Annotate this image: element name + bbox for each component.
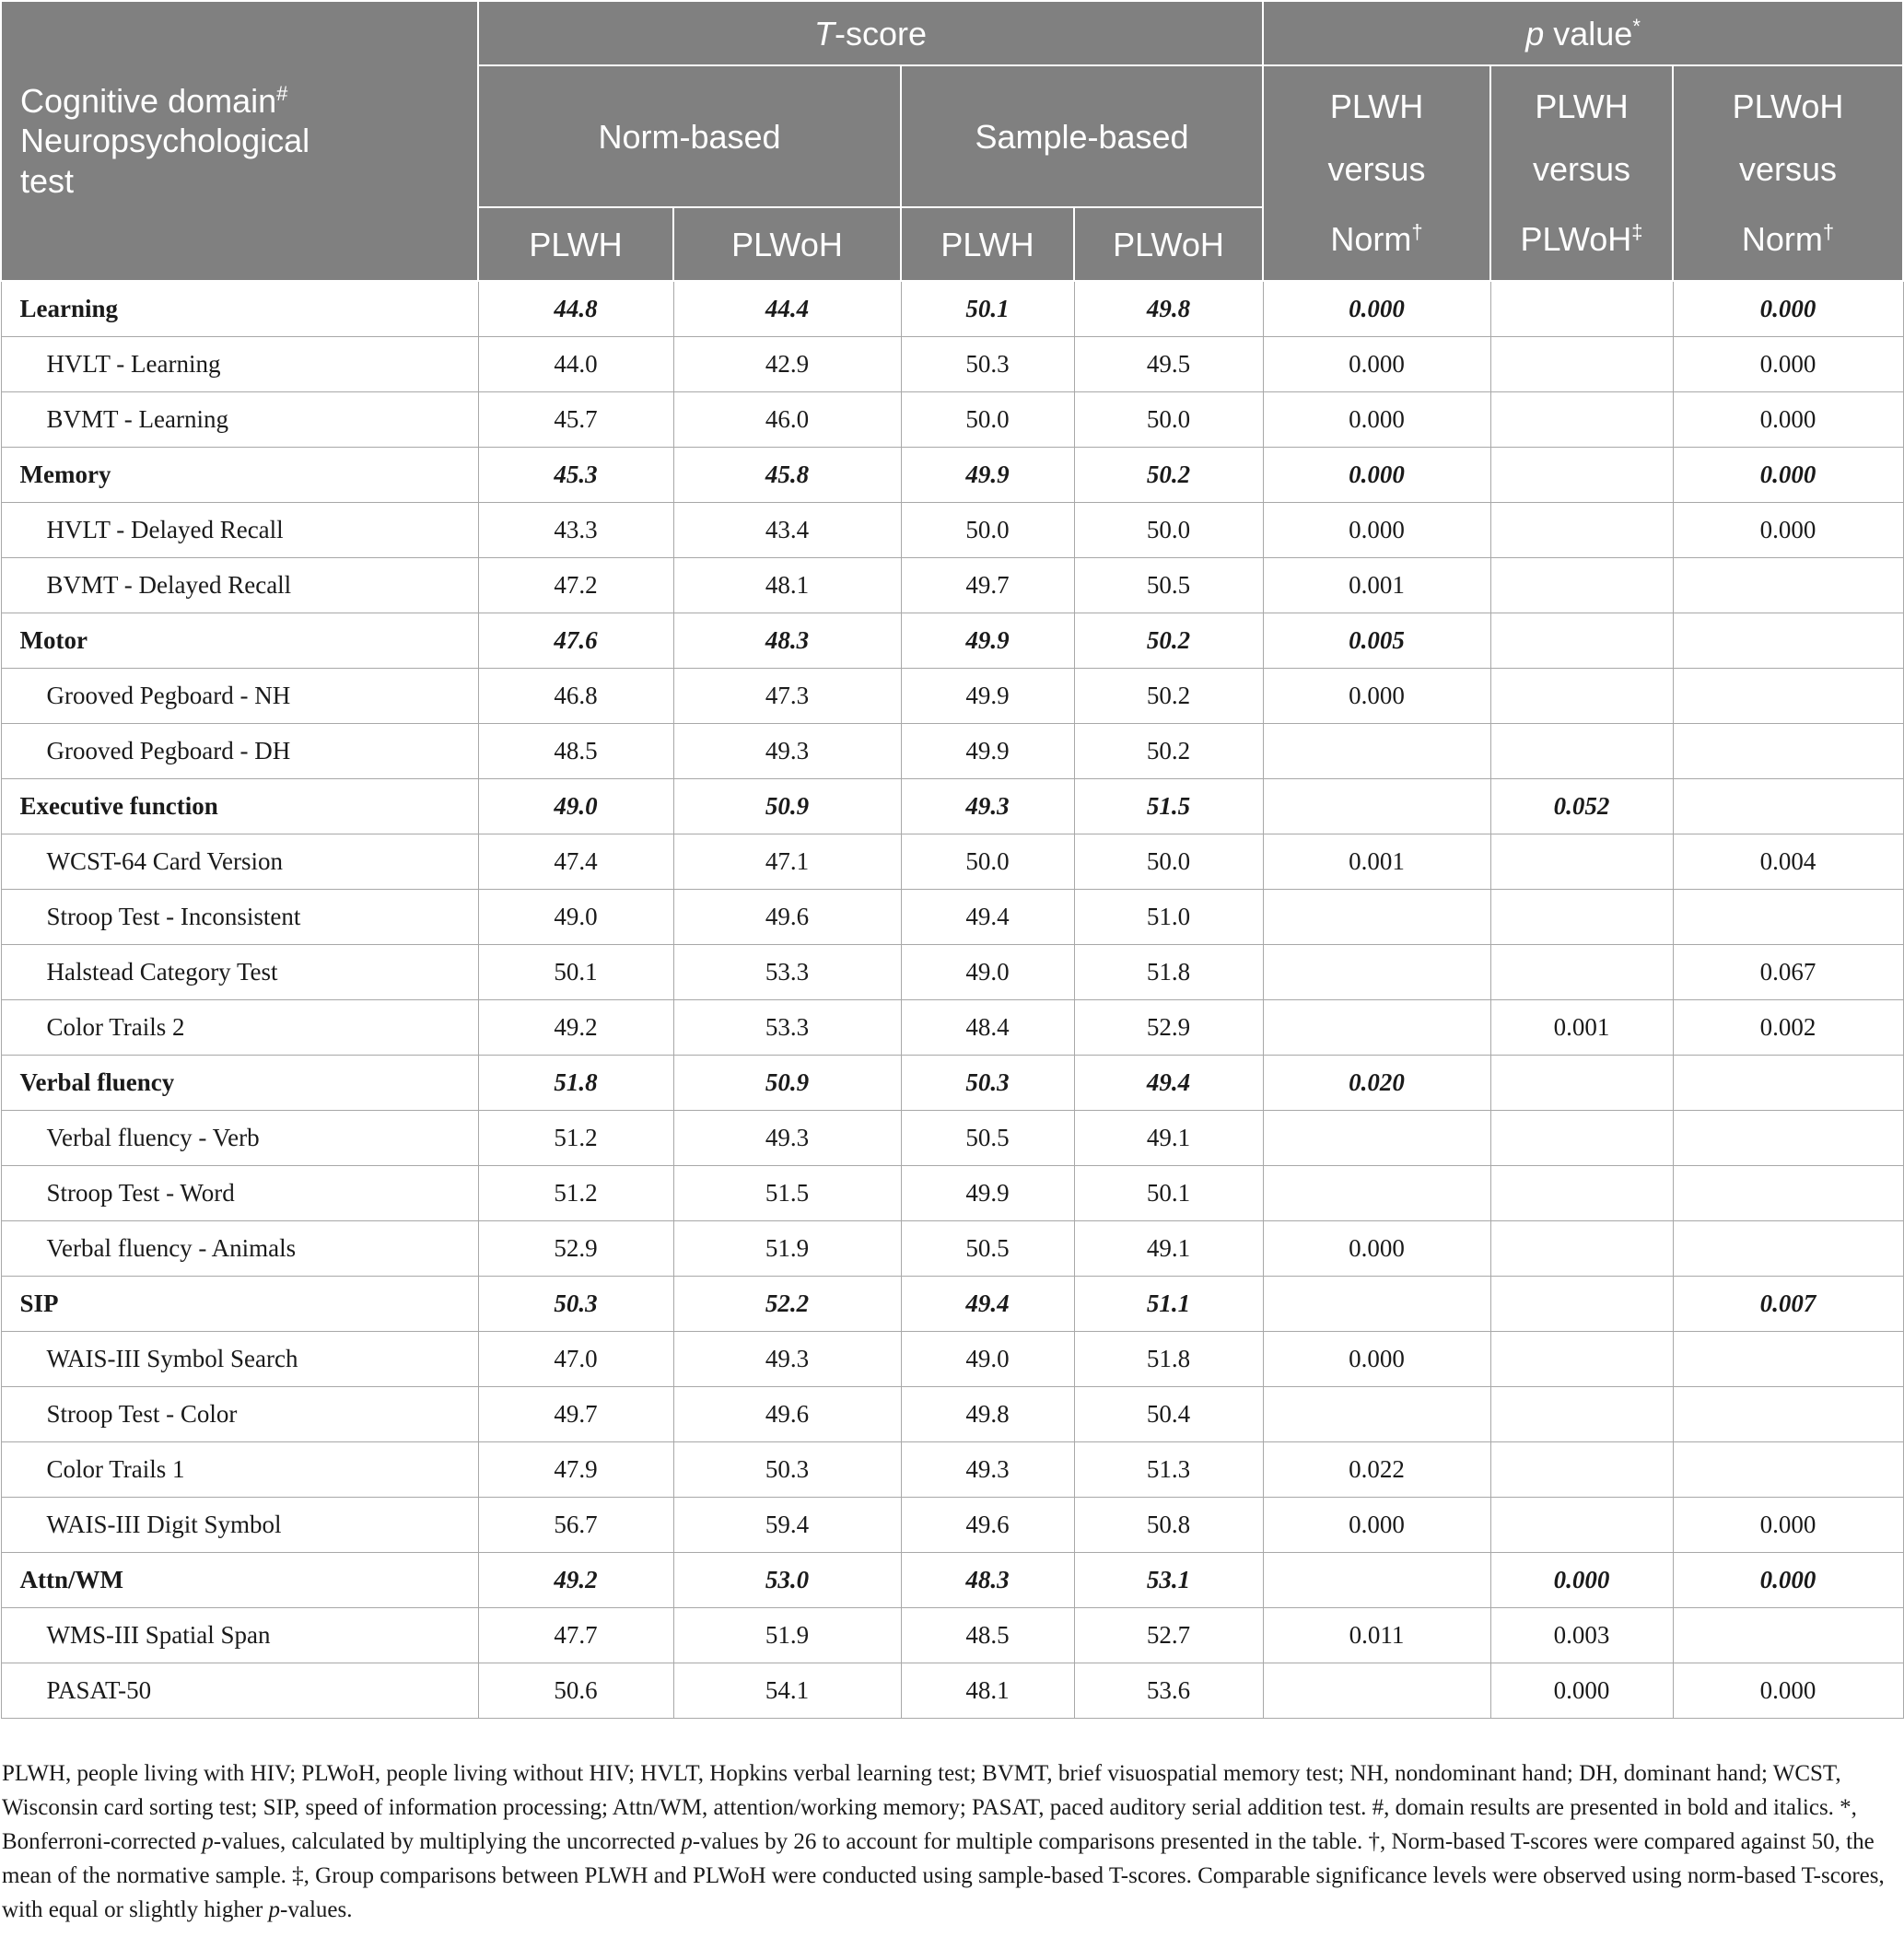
norm-plwh-cell: 44.8 [478, 281, 673, 337]
sample-plwh-cell: 48.4 [901, 1000, 1074, 1056]
test-label: HVLT - Delayed Recall [1, 503, 478, 558]
p-plwh-vs-plwoh-cell [1490, 945, 1673, 1000]
norm-plwh-cell: 51.2 [478, 1111, 673, 1166]
norm-plwoh-cell: 53.3 [673, 945, 901, 1000]
row-label-header: Cognitive domain# Neuropsychological test [1, 1, 478, 281]
norm-plwoh-cell: 59.4 [673, 1498, 901, 1553]
norm-plwoh-cell: 44.4 [673, 281, 901, 337]
test-label: WAIS-III Digit Symbol [1, 1498, 478, 1553]
norm-plwh-cell: 49.2 [478, 1000, 673, 1056]
test-row [1, 1166, 1903, 1221]
norm-plwoh-cell: 54.1 [673, 1663, 901, 1719]
norm-plwh-cell: 44.0 [478, 337, 673, 392]
norm-plwh-cell: 45.7 [478, 392, 673, 448]
p-plwh-vs-norm-cell: 0.011 [1263, 1608, 1490, 1663]
test-row [1, 1387, 1903, 1442]
test-label: HVLT - Learning [1, 337, 478, 392]
sample-plwoh-cell: 52.7 [1074, 1608, 1263, 1663]
sample-plwoh-cell: 50.0 [1074, 834, 1263, 890]
p-plwh-vs-norm-cell: 0.000 [1263, 1332, 1490, 1387]
p-plwh-vs-plwoh-cell [1490, 1221, 1673, 1277]
domain-label: Learning [1, 281, 478, 337]
norm-plwh-cell: 49.7 [478, 1387, 673, 1442]
p-plwh-vs-norm-cell [1263, 1000, 1490, 1056]
norm-plwh-cell: 47.9 [478, 1442, 673, 1498]
p-plwh-vs-norm-cell: 0.000 [1263, 392, 1490, 448]
p-plwoh-vs-norm-cell: 0.004 [1673, 834, 1903, 890]
p-plwh-vs-norm-cell [1263, 779, 1490, 834]
sample-plwoh-cell: 50.2 [1074, 448, 1263, 503]
sample-plwh-cell: 50.3 [901, 337, 1074, 392]
domain-label: Executive function [1, 779, 478, 834]
p-plwh-vs-norm-cell: 0.000 [1263, 503, 1490, 558]
p-plwh-vs-plwoh-cell [1490, 613, 1673, 669]
p-plwh-vs-norm-cell: 0.000 [1263, 281, 1490, 337]
test-row [1, 1608, 1903, 1663]
test-label: Halstead Category Test [1, 945, 478, 1000]
test-row [1, 890, 1903, 945]
test-row [1, 337, 1903, 392]
p-plwh-vs-norm-cell: 0.000 [1263, 1221, 1490, 1277]
sample-plwh-cell: 49.4 [901, 1277, 1074, 1332]
sample-plwoh-cell: 50.4 [1074, 1387, 1263, 1442]
plwh-vs-plwoh-header: PLWH versus PLWoH‡ [1490, 65, 1673, 281]
pvalue-header: p value* [1263, 1, 1903, 65]
sample-plwh-cell: 48.3 [901, 1553, 1074, 1608]
test-label: Grooved Pegboard - DH [1, 724, 478, 779]
p-plwh-vs-plwoh-cell [1490, 890, 1673, 945]
sample-plwh-cell: 49.0 [901, 1332, 1074, 1387]
p-plwh-vs-norm-cell: 0.000 [1263, 337, 1490, 392]
sample-plwh-cell: 49.7 [901, 558, 1074, 613]
sample-plwoh-cell: 50.1 [1074, 1166, 1263, 1221]
test-row [1, 1442, 1903, 1498]
test-row [1, 834, 1903, 890]
p-plwoh-vs-norm-cell [1673, 1221, 1903, 1277]
sample-plwh-header: PLWH [901, 207, 1074, 281]
sample-plwoh-cell: 49.1 [1074, 1221, 1263, 1277]
p-plwh-vs-norm-cell: 0.020 [1263, 1056, 1490, 1111]
p-plwh-vs-norm-cell: 0.001 [1263, 834, 1490, 890]
norm-plwh-cell: 43.3 [478, 503, 673, 558]
p-plwh-vs-plwoh-cell [1490, 1498, 1673, 1553]
domain-label: Motor [1, 613, 478, 669]
table-body [1, 281, 1903, 1719]
test-label: Verbal fluency - Verb [1, 1111, 478, 1166]
p-plwoh-vs-norm-cell: 0.000 [1673, 392, 1903, 448]
p-plwoh-vs-norm-cell [1673, 1111, 1903, 1166]
p-plwoh-vs-norm-cell [1673, 613, 1903, 669]
norm-plwoh-cell: 42.9 [673, 337, 901, 392]
sample-plwoh-cell: 49.4 [1074, 1056, 1263, 1111]
p-plwoh-vs-norm-cell: 0.000 [1673, 1498, 1903, 1553]
p-plwh-vs-plwoh-cell: 0.000 [1490, 1553, 1673, 1608]
domain-row [1, 1553, 1903, 1608]
p-plwh-vs-plwoh-cell [1490, 1111, 1673, 1166]
norm-plwoh-cell: 43.4 [673, 503, 901, 558]
norm-based-header: Norm-based [478, 65, 901, 207]
norm-plwh-cell: 47.0 [478, 1332, 673, 1387]
p-plwoh-vs-norm-cell [1673, 1332, 1903, 1387]
norm-plwh-cell: 52.9 [478, 1221, 673, 1277]
norm-plwoh-cell: 52.2 [673, 1277, 901, 1332]
sample-plwoh-cell: 51.8 [1074, 1332, 1263, 1387]
norm-plwh-cell: 51.2 [478, 1166, 673, 1221]
p-plwoh-vs-norm-cell: 0.000 [1673, 448, 1903, 503]
p-plwoh-vs-norm-cell [1673, 724, 1903, 779]
sample-plwh-cell: 50.0 [901, 392, 1074, 448]
tscore-header: T-score [478, 1, 1263, 65]
sample-plwoh-cell: 50.0 [1074, 503, 1263, 558]
p-plwh-vs-norm-cell [1263, 1166, 1490, 1221]
p-plwh-vs-plwoh-cell [1490, 448, 1673, 503]
norm-plwh-cell: 48.5 [478, 724, 673, 779]
p-plwh-vs-plwoh-cell [1490, 281, 1673, 337]
p-plwoh-vs-norm-cell: 0.007 [1673, 1277, 1903, 1332]
norm-plwoh-cell: 53.3 [673, 1000, 901, 1056]
domain-row [1, 281, 1903, 337]
test-label: BVMT - Learning [1, 392, 478, 448]
test-row [1, 1498, 1903, 1553]
sample-plwoh-cell: 53.1 [1074, 1553, 1263, 1608]
p-plwoh-vs-norm-cell [1673, 1608, 1903, 1663]
norm-plwoh-cell: 49.3 [673, 1332, 901, 1387]
p-plwoh-vs-norm-cell: 0.002 [1673, 1000, 1903, 1056]
p-plwh-vs-plwoh-cell [1490, 724, 1673, 779]
p-plwh-vs-norm-cell: 0.000 [1263, 448, 1490, 503]
norm-plwoh-header: PLWoH [673, 207, 901, 281]
test-label: WMS-III Spatial Span [1, 1608, 478, 1663]
p-plwoh-vs-norm-cell: 0.000 [1673, 1663, 1903, 1719]
p-plwoh-vs-norm-cell: 0.000 [1673, 503, 1903, 558]
p-plwh-vs-norm-cell [1263, 890, 1490, 945]
p-plwh-vs-plwoh-cell [1490, 1442, 1673, 1498]
p-plwh-vs-norm-cell [1263, 1111, 1490, 1166]
p-plwh-vs-norm-cell: 0.005 [1263, 613, 1490, 669]
p-plwh-vs-plwoh-cell [1490, 834, 1673, 890]
domain-row [1, 448, 1903, 503]
plwh-vs-norm-header: PLWH versus Norm† [1263, 65, 1490, 281]
p-plwh-vs-plwoh-cell [1490, 669, 1673, 724]
sample-plwh-cell: 48.1 [901, 1663, 1074, 1719]
test-row [1, 558, 1903, 613]
test-label: Color Trails 2 [1, 1000, 478, 1056]
test-label: Verbal fluency - Animals [1, 1221, 478, 1277]
p-plwoh-vs-norm-cell: 0.000 [1673, 337, 1903, 392]
domain-label: Attn/WM [1, 1553, 478, 1608]
p-plwoh-vs-norm-cell: 0.000 [1673, 1553, 1903, 1608]
p-plwh-vs-norm-cell: 0.000 [1263, 1498, 1490, 1553]
sample-plwh-cell: 49.4 [901, 890, 1074, 945]
norm-plwoh-cell: 45.8 [673, 448, 901, 503]
test-row [1, 1663, 1903, 1719]
norm-plwh-cell: 49.2 [478, 1553, 673, 1608]
sample-plwoh-cell: 51.1 [1074, 1277, 1263, 1332]
test-label: Stroop Test - Color [1, 1387, 478, 1442]
sample-plwh-cell: 50.1 [901, 281, 1074, 337]
norm-plwoh-cell: 46.0 [673, 392, 901, 448]
sample-plwh-cell: 50.0 [901, 834, 1074, 890]
sample-plwh-cell: 49.3 [901, 1442, 1074, 1498]
norm-plwoh-cell: 50.9 [673, 779, 901, 834]
norm-plwoh-cell: 48.1 [673, 558, 901, 613]
p-plwh-vs-plwoh-cell [1490, 1332, 1673, 1387]
sample-plwoh-cell: 50.8 [1074, 1498, 1263, 1553]
test-label: WCST-64 Card Version [1, 834, 478, 890]
sample-plwoh-cell: 51.3 [1074, 1442, 1263, 1498]
norm-plwh-cell: 45.3 [478, 448, 673, 503]
sample-plwoh-cell: 53.6 [1074, 1663, 1263, 1719]
p-plwoh-vs-norm-cell [1673, 558, 1903, 613]
test-label: Grooved Pegboard - NH [1, 669, 478, 724]
sample-plwoh-cell: 50.2 [1074, 724, 1263, 779]
sample-plwh-cell: 49.9 [901, 1166, 1074, 1221]
test-row [1, 669, 1903, 724]
p-plwoh-vs-norm-cell [1673, 890, 1903, 945]
norm-plwoh-cell: 50.9 [673, 1056, 901, 1111]
p-plwh-vs-plwoh-cell [1490, 392, 1673, 448]
norm-plwh-cell: 56.7 [478, 1498, 673, 1553]
sample-plwoh-cell: 49.8 [1074, 281, 1263, 337]
norm-plwoh-cell: 48.3 [673, 613, 901, 669]
sample-plwh-cell: 50.5 [901, 1221, 1074, 1277]
domain-row [1, 613, 1903, 669]
domain-row [1, 779, 1903, 834]
p-plwoh-vs-norm-cell [1673, 669, 1903, 724]
norm-plwh-cell: 50.3 [478, 1277, 673, 1332]
p-plwoh-vs-norm-cell [1673, 779, 1903, 834]
sample-plwh-cell: 49.9 [901, 613, 1074, 669]
norm-plwh-cell: 49.0 [478, 890, 673, 945]
p-plwh-vs-norm-cell: 0.022 [1263, 1442, 1490, 1498]
sample-plwh-cell: 48.5 [901, 1608, 1074, 1663]
test-row [1, 1111, 1903, 1166]
test-row [1, 503, 1903, 558]
test-row [1, 724, 1903, 779]
p-plwh-vs-norm-cell [1263, 1553, 1490, 1608]
p-plwh-vs-plwoh-cell [1490, 503, 1673, 558]
sample-plwoh-cell: 50.2 [1074, 613, 1263, 669]
norm-plwh-cell: 47.6 [478, 613, 673, 669]
sample-plwoh-cell: 49.5 [1074, 337, 1263, 392]
test-label: Color Trails 1 [1, 1442, 478, 1498]
p-plwh-vs-plwoh-cell: 0.003 [1490, 1608, 1673, 1663]
norm-plwoh-cell: 47.1 [673, 834, 901, 890]
sample-plwh-cell: 49.0 [901, 945, 1074, 1000]
norm-plwoh-cell: 47.3 [673, 669, 901, 724]
domain-label: Verbal fluency [1, 1056, 478, 1111]
p-plwoh-vs-norm-cell [1673, 1387, 1903, 1442]
p-plwh-vs-plwoh-cell: 0.001 [1490, 1000, 1673, 1056]
norm-plwh-cell: 47.2 [478, 558, 673, 613]
norm-plwoh-cell: 50.3 [673, 1442, 901, 1498]
norm-plwh-header: PLWH [478, 207, 673, 281]
norm-plwh-cell: 50.6 [478, 1663, 673, 1719]
domain-label: Memory [1, 448, 478, 503]
norm-plwoh-cell: 51.9 [673, 1221, 901, 1277]
table-header [1, 1, 1903, 281]
sample-plwoh-cell: 49.1 [1074, 1111, 1263, 1166]
p-plwh-vs-norm-cell [1263, 1663, 1490, 1719]
sample-plwoh-cell: 51.8 [1074, 945, 1263, 1000]
test-label: PASAT-50 [1, 1663, 478, 1719]
sample-plwoh-cell: 51.5 [1074, 779, 1263, 834]
sample-plwoh-cell: 51.0 [1074, 890, 1263, 945]
p-plwh-vs-plwoh-cell [1490, 337, 1673, 392]
plwoh-vs-norm-header: PLWoH versus Norm† [1673, 65, 1903, 281]
sample-plwoh-cell: 50.5 [1074, 558, 1263, 613]
sample-plwoh-header: PLWoH [1074, 207, 1263, 281]
p-plwh-vs-norm-cell [1263, 945, 1490, 1000]
sample-plwh-cell: 50.3 [901, 1056, 1074, 1111]
norm-plwoh-cell: 49.3 [673, 1111, 901, 1166]
p-plwh-vs-norm-cell: 0.000 [1263, 669, 1490, 724]
sample-plwh-cell: 50.0 [901, 503, 1074, 558]
p-plwoh-vs-norm-cell: 0.067 [1673, 945, 1903, 1000]
test-label: Stroop Test - Inconsistent [1, 890, 478, 945]
p-plwh-vs-norm-cell: 0.001 [1263, 558, 1490, 613]
sample-plwh-cell: 49.6 [901, 1498, 1074, 1553]
norm-plwh-cell: 46.8 [478, 669, 673, 724]
p-plwh-vs-plwoh-cell: 0.052 [1490, 779, 1673, 834]
norm-plwoh-cell: 53.0 [673, 1553, 901, 1608]
p-plwoh-vs-norm-cell [1673, 1056, 1903, 1111]
sample-plwh-cell: 49.8 [901, 1387, 1074, 1442]
p-plwh-vs-plwoh-cell [1490, 558, 1673, 613]
p-plwoh-vs-norm-cell [1673, 1166, 1903, 1221]
p-plwh-vs-plwoh-cell [1490, 1387, 1673, 1442]
norm-plwoh-cell: 49.3 [673, 724, 901, 779]
norm-plwh-cell: 50.1 [478, 945, 673, 1000]
p-plwh-vs-plwoh-cell [1490, 1277, 1673, 1332]
p-plwh-vs-norm-cell [1263, 1387, 1490, 1442]
test-label: BVMT - Delayed Recall [1, 558, 478, 613]
norm-plwoh-cell: 49.6 [673, 890, 901, 945]
sample-plwoh-cell: 50.0 [1074, 392, 1263, 448]
norm-plwoh-cell: 51.5 [673, 1166, 901, 1221]
sample-plwoh-cell: 50.2 [1074, 669, 1263, 724]
test-row [1, 1332, 1903, 1387]
norm-plwh-cell: 51.8 [478, 1056, 673, 1111]
norm-plwh-cell: 47.7 [478, 1608, 673, 1663]
p-plwh-vs-norm-cell [1263, 724, 1490, 779]
norm-plwh-cell: 49.0 [478, 779, 673, 834]
sample-plwh-cell: 49.9 [901, 724, 1074, 779]
p-plwoh-vs-norm-cell [1673, 1442, 1903, 1498]
sample-plwh-cell: 49.9 [901, 669, 1074, 724]
test-row [1, 1221, 1903, 1277]
p-plwh-vs-plwoh-cell: 0.000 [1490, 1663, 1673, 1719]
test-row [1, 1000, 1903, 1056]
test-label: Stroop Test - Word [1, 1166, 478, 1221]
domain-row [1, 1056, 1903, 1111]
norm-plwh-cell: 47.4 [478, 834, 673, 890]
test-row [1, 945, 1903, 1000]
domain-row [1, 1277, 1903, 1332]
p-plwh-vs-norm-cell [1263, 1277, 1490, 1332]
test-row [1, 392, 1903, 448]
norm-plwoh-cell: 49.6 [673, 1387, 901, 1442]
sample-plwh-cell: 49.3 [901, 779, 1074, 834]
test-label: WAIS-III Symbol Search [1, 1332, 478, 1387]
p-plwh-vs-plwoh-cell [1490, 1056, 1673, 1111]
p-plwoh-vs-norm-cell: 0.000 [1673, 281, 1903, 337]
sample-based-header: Sample-based [901, 65, 1263, 207]
norm-plwoh-cell: 51.9 [673, 1608, 901, 1663]
sample-plwoh-cell: 52.9 [1074, 1000, 1263, 1056]
domain-label: SIP [1, 1277, 478, 1332]
p-plwh-vs-plwoh-cell [1490, 1166, 1673, 1221]
sample-plwh-cell: 50.5 [901, 1111, 1074, 1166]
table-footnote: PLWH, people living with HIV; PLWoH, people living without HIV; HVLT, Hopkins verbal learning test; BVMT, brief visuospatial memory test; NH, nondominant hand; DH, dominant hand; WCST, Wisconsin card sorting test; SIP, speed of information processing; Attn/WM, attention/working memory; PASAT, paced auditory serial addition test. #, domain results are presented in bold and italics. *, Bonferroni-corrected p-values, calculated by multiplying the uncorrected p-values by 26 to account for multiple comparisons presented in the table. †, Norm-based T-scores were compared against 50, the mean of the normative sample. ‡, Group comparisons between PLWH and PLWoH were conducted using sample-based T-scores. Comparable significance levels were observed using norm-based T-scores, with equal or slightly higher p-values. [2, 1761, 1885, 1922]
sample-plwh-cell: 49.9 [901, 448, 1074, 503]
